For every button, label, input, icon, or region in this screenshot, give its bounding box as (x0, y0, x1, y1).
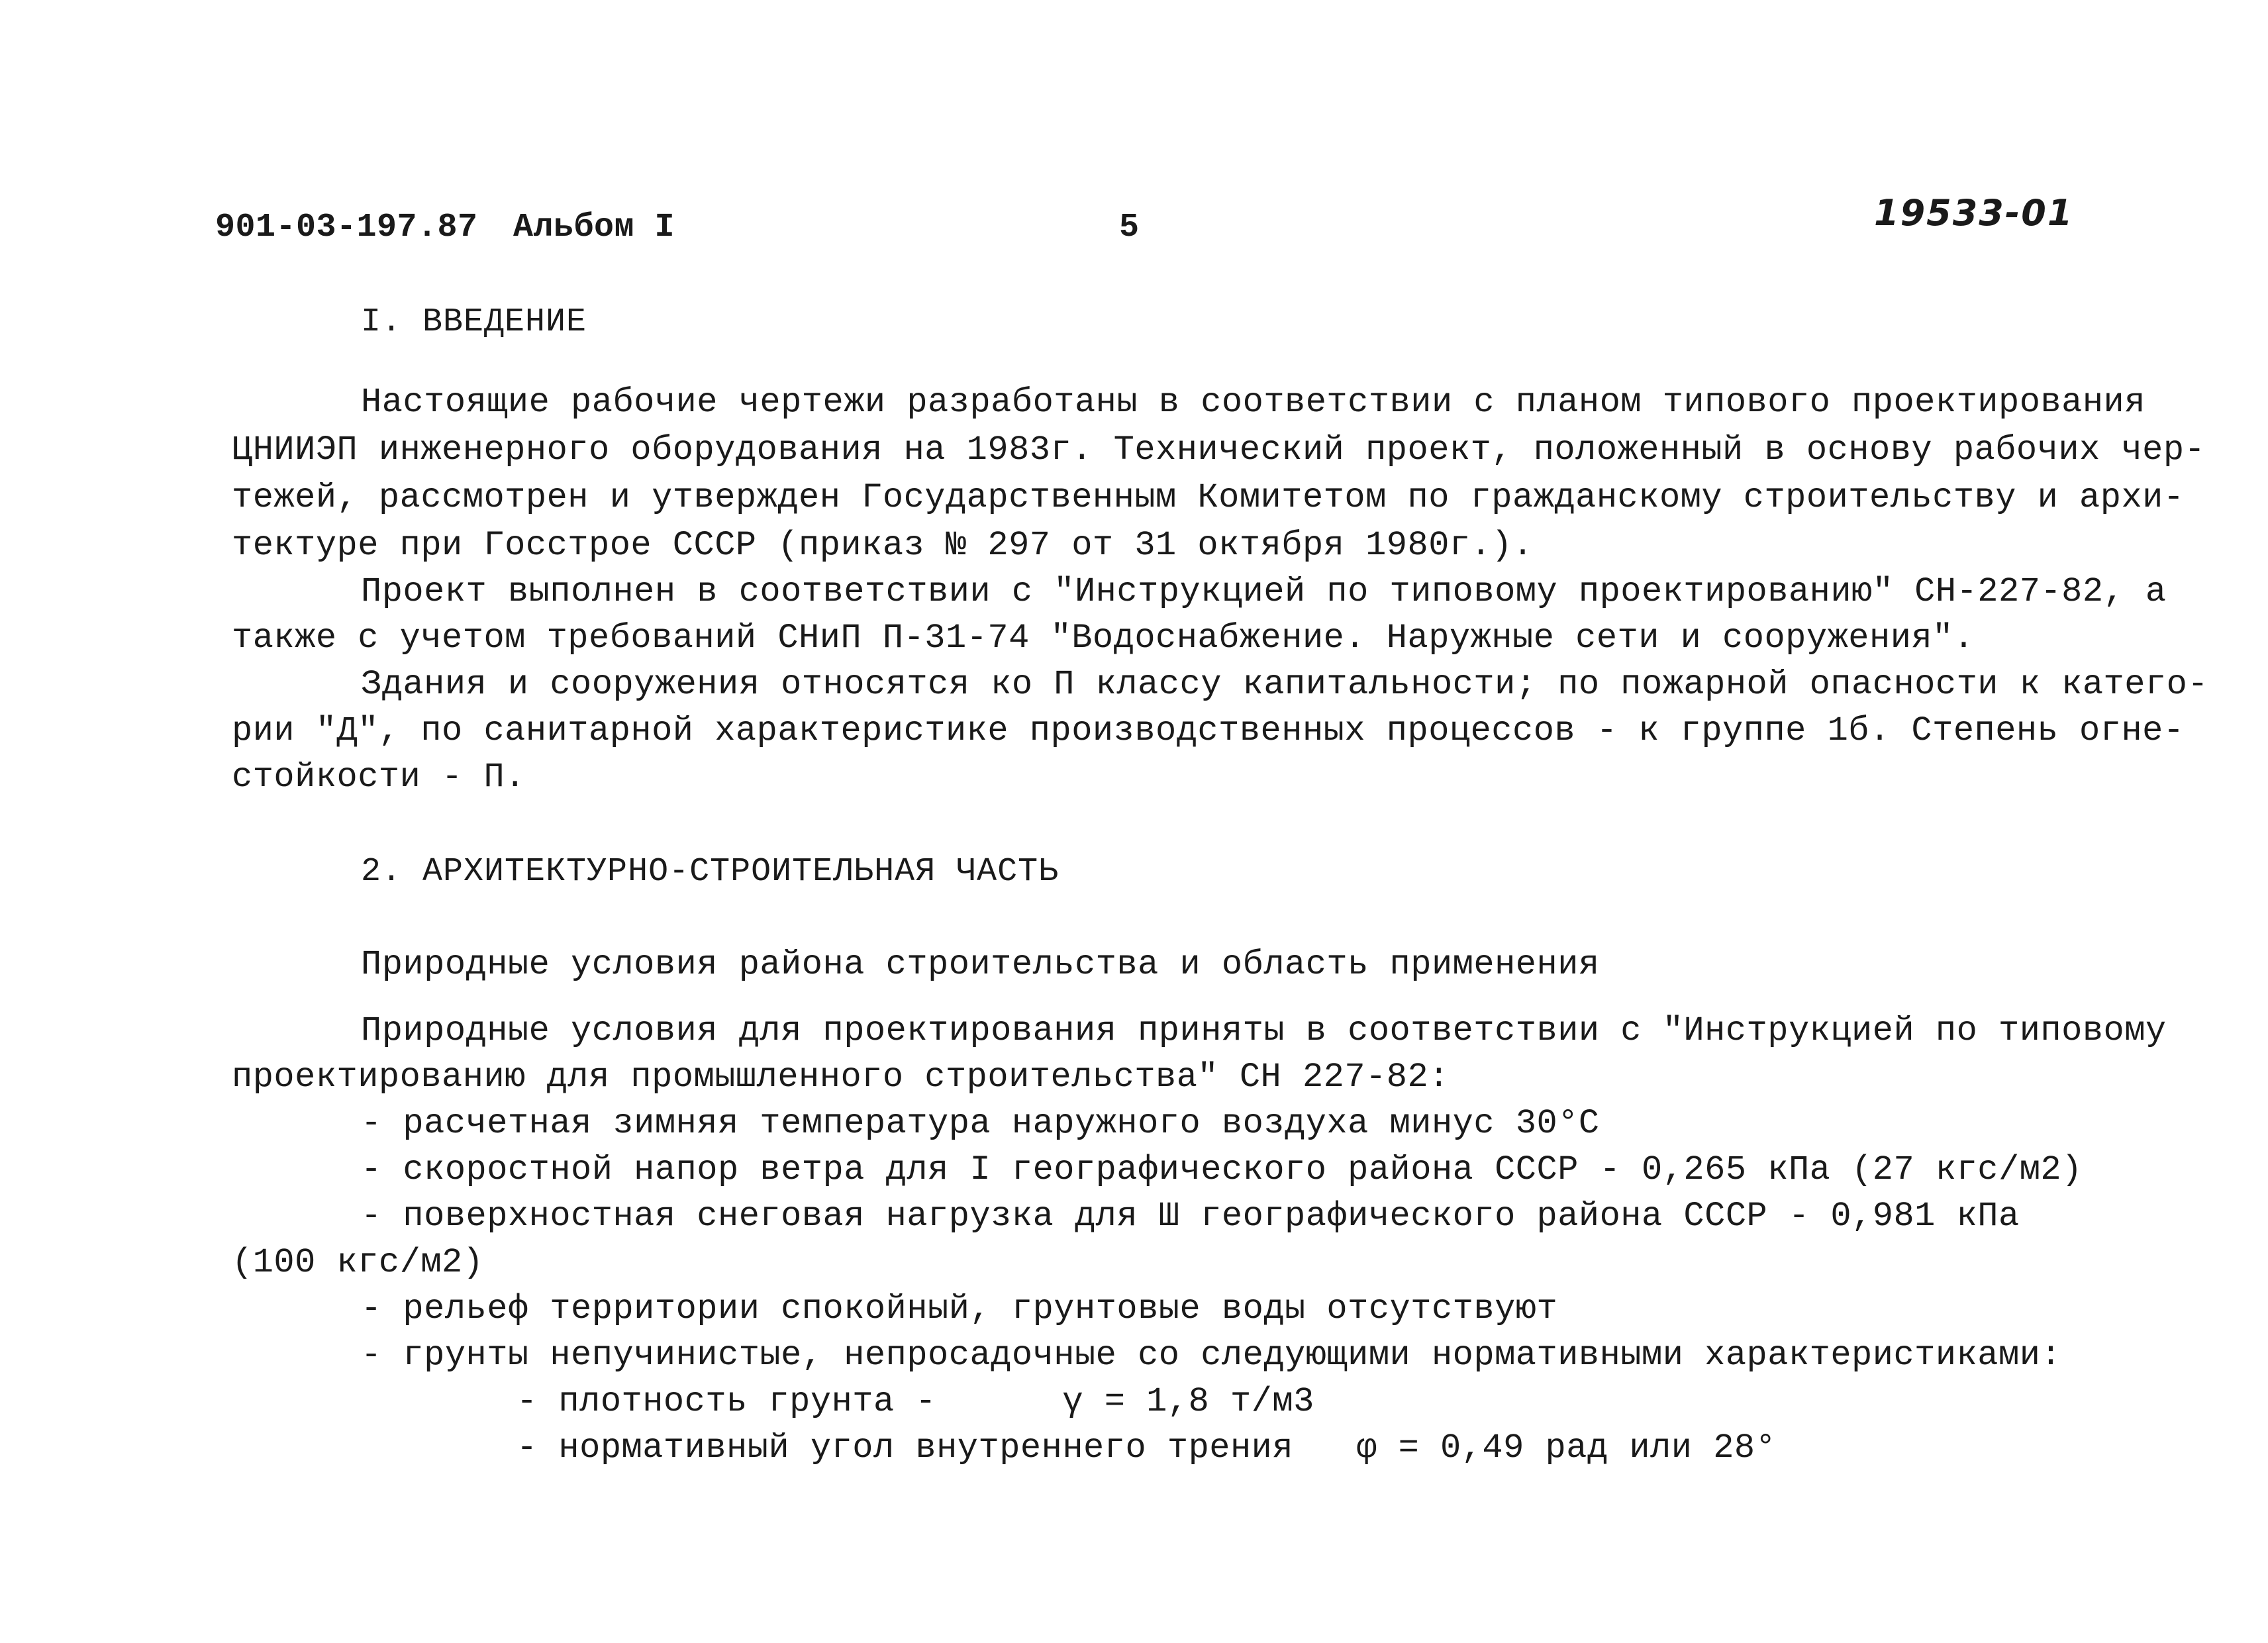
list-item: - поверхностная снеговая нагрузка для Ш географического района СССР - 0,981 кПа (361, 1197, 2020, 1236)
paragraph-line: Проект выполнен в соответствии с "Инструкцией по типовому проектированию" СН-227-82, а (361, 572, 2167, 611)
album-label: Альбом I (513, 209, 675, 246)
page-number: 5 (1119, 209, 1140, 246)
list-item: - рельеф территории спокойный, грунтовые воды отсутствуют (361, 1289, 1558, 1328)
paragraph-line: тежей, рассмотрен и утвержден Государственным Комитетом по гражданскому строительству и архи- (232, 478, 2185, 517)
section-2-title: 2. АРХИТЕКТУРНО-СТРОИТЕЛЬНАЯ ЧАСТЬ (361, 853, 1060, 891)
document-code: 901-03-197.87 (215, 209, 478, 246)
paragraph-line: Здания и сооружения относятся ко П классу капитальности; по пожарной опасности к катего- (361, 665, 2209, 704)
paragraph-line: тектуре при Госстрое СССР (приказ № 297 от 31 октября 1980г.). (232, 526, 1534, 565)
sub-list-item: - нормативный угол внутреннего трения φ = 0,49 рад или 28° (517, 1428, 1777, 1468)
paragraph-line: Природные условия для проектирования приняты в соответствии с "Инструкцией по типовому (361, 1011, 2167, 1050)
section-2-subtitle: Природные условия района строительства и область применения (361, 945, 1600, 984)
list-item: - скоростной напор ветра для I географического района СССР - 0,265 кПа (27 кгс/м2) (361, 1150, 2083, 1189)
sub-list-item: - плотность грунта - γ = 1,8 т/м3 (517, 1382, 1314, 1421)
paragraph-line: рии "Д", по санитарной характеристике производственных процессов - к группе 1б. Степень огне- (232, 711, 2185, 750)
paragraph-line: также с учетом требований СНиП П-31-74 "Водоснабжение. Наружные сети и сооружения". (232, 619, 1975, 658)
paragraph-line: ЦНИИЭП инженерного оборудования на 1983г. Технический проект, положенный в основу рабочих чер- (232, 430, 2206, 470)
paragraph-line: проектированию для промышленного строительства" СН 227-82: (232, 1058, 1450, 1097)
paragraph-line: Настоящие рабочие чертежи разработаны в соответствии с планом типового проектирования (361, 383, 2145, 422)
section-1-title: I. ВВЕДЕНИЕ (361, 303, 587, 341)
inventory-number: 19533-01 (1874, 192, 2074, 234)
paragraph-line: стойкости - П. (232, 758, 526, 797)
list-item: - расчетная зимняя температура наружного воздуха минус 30°C (361, 1104, 1600, 1143)
list-item-continuation: (100 кгс/м2) (232, 1243, 484, 1282)
list-item: - грунты непучинистые, непросадочные со следующими нормативными характеристиками: (361, 1336, 2062, 1375)
